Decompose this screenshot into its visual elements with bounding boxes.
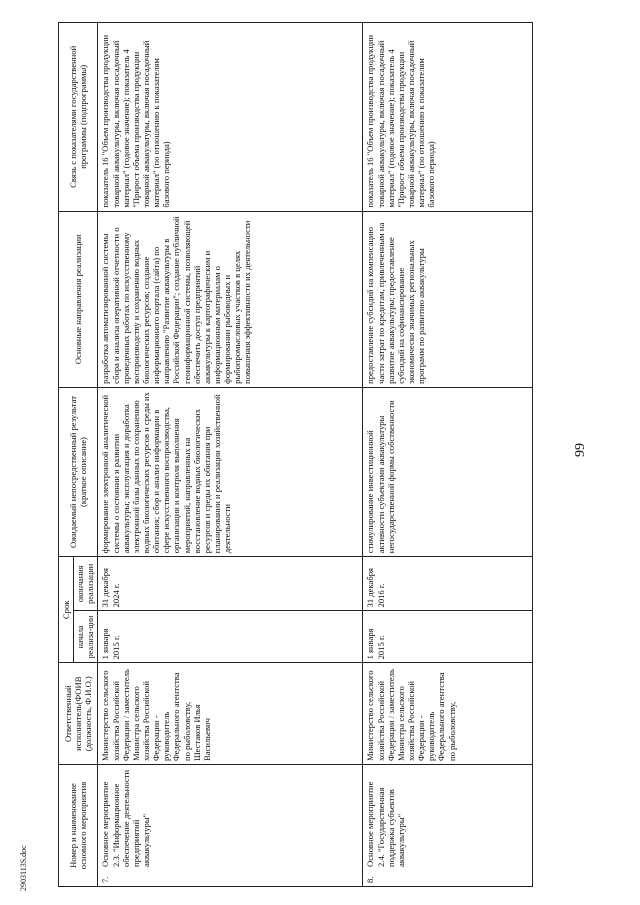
row-number: 8.: [365, 876, 376, 883]
header-term-end: окончания реализации: [74, 557, 98, 611]
end-cell: 31 декабря 2024 г.: [98, 557, 363, 611]
measure-cell: [98, 765, 363, 887]
directions-cell: предоставление субсидий на компенсацию части затрат по кредитам, привлеченным на развитие аквакультуры; предоставление субсидий на софинансирование экономически значимых региональных программ по развитию аквакультуры: [363, 211, 533, 387]
link-cell: показатель 16 "Объем производства продукции товарной аквакультуры, включая посадочный материал" (годовое значение); показатель 4 "Прирост объема производства продукции товарной аквакультуры, включая посадочный материал" (по отношению к показателям базового периода): [363, 23, 533, 212]
responsible-cell: Министерство сельского хозяйства Российской Федерации / заместитель Министра сельского хозяйства Российской Федерации - руководитель Федерального агентства по рыболовству, Шестаков Илья Васильевич: [98, 663, 363, 765]
link-cell: показатель 16 "Объем производства продукции товарной аквакультуры, включая посадочный материал" (годовое значение); показатель 4 "Прирост объема производства продукции товарной аквакультуры, включая посадочный материал" (по отношению к показателям базового периода): [98, 23, 363, 212]
row-number: 7.: [100, 876, 111, 883]
result-cell: стимулирование инвестиционной активности субъектами аквакультуры негосударственной формы собственности: [363, 387, 533, 556]
rotated-table-wrapper: [58, 22, 558, 887]
footer-code: 2903113S.doc: [19, 845, 28, 891]
table-row: [98, 23, 363, 887]
table-row: [363, 23, 533, 887]
header-responsible: Ответственный исполнитель(ФОИВ (должность, Ф.И.О.): [59, 663, 98, 765]
header-term-start: начала реализа-ции: [74, 611, 98, 663]
header-link: Связь с показателями государственной программы (подпрограммы): [59, 23, 98, 212]
measure-name: Основное мероприятие 2.4. "Государственная поддержка субъектов аквакультуры": [365, 781, 406, 867]
directions-cell: разработка автоматизированной системы сбора и анализа оперативной отчетности о проведенных работах по искусственному воспроизводству и сохранению водных биологических ресурсов; создание информационного портала (сайта) по направлению "Развитие аквакультуры в Российской Федерации"; создание публичной геоинформационной системы, позволяющей обеспечить доступ предприятий аквакультуры к картографическим и информационным материалам о формировании рыбоводных и рыбопромысловых участков в целях повышения эффективности их деятельности: [98, 211, 363, 387]
header-directions: Основные направления реализации: [59, 211, 98, 387]
header-term: Срок: [59, 557, 74, 663]
start-cell: 1 января 2015 г.: [98, 611, 363, 663]
measure-cell: [363, 765, 533, 887]
measure-name: Основное мероприятие 2.3. "Информационное обеспечение деятельности предприятий аквакультуры": [100, 769, 152, 867]
header-measure: Номер и наименование основного мероприятия: [59, 765, 98, 887]
result-cell: формирование электронной аналитической системы о состоянии и развитии аквакультуры; эксплуатация и доработка электронной базы данных по сохранению водных биологических ресурсов и среды их обитания; сбор и анализ информации в сфере искусственного воспроизводства, организации и контроля выполнения мероприятий, направленных на восстановление водных биологических ресурсов и среды их обитания при планировании и реализации хозяйственной деятельности: [98, 387, 363, 556]
end-cell: 31 декабря 2016 г.: [363, 557, 533, 611]
page-number: 99: [573, 443, 588, 457]
responsible-cell: Министерство сельского хозяйства Российской Федерации / заместитель Министра сельского хозяйства Российской Федерации - руководитель Федерального агентства по рыболовству,: [363, 663, 533, 765]
measures-table: [58, 22, 533, 887]
start-cell: 1 января 2015 г.: [363, 611, 533, 663]
header-result: Ожидаемый непосредственный результат (краткое описание): [59, 387, 98, 556]
table-sheet: [58, 22, 558, 887]
